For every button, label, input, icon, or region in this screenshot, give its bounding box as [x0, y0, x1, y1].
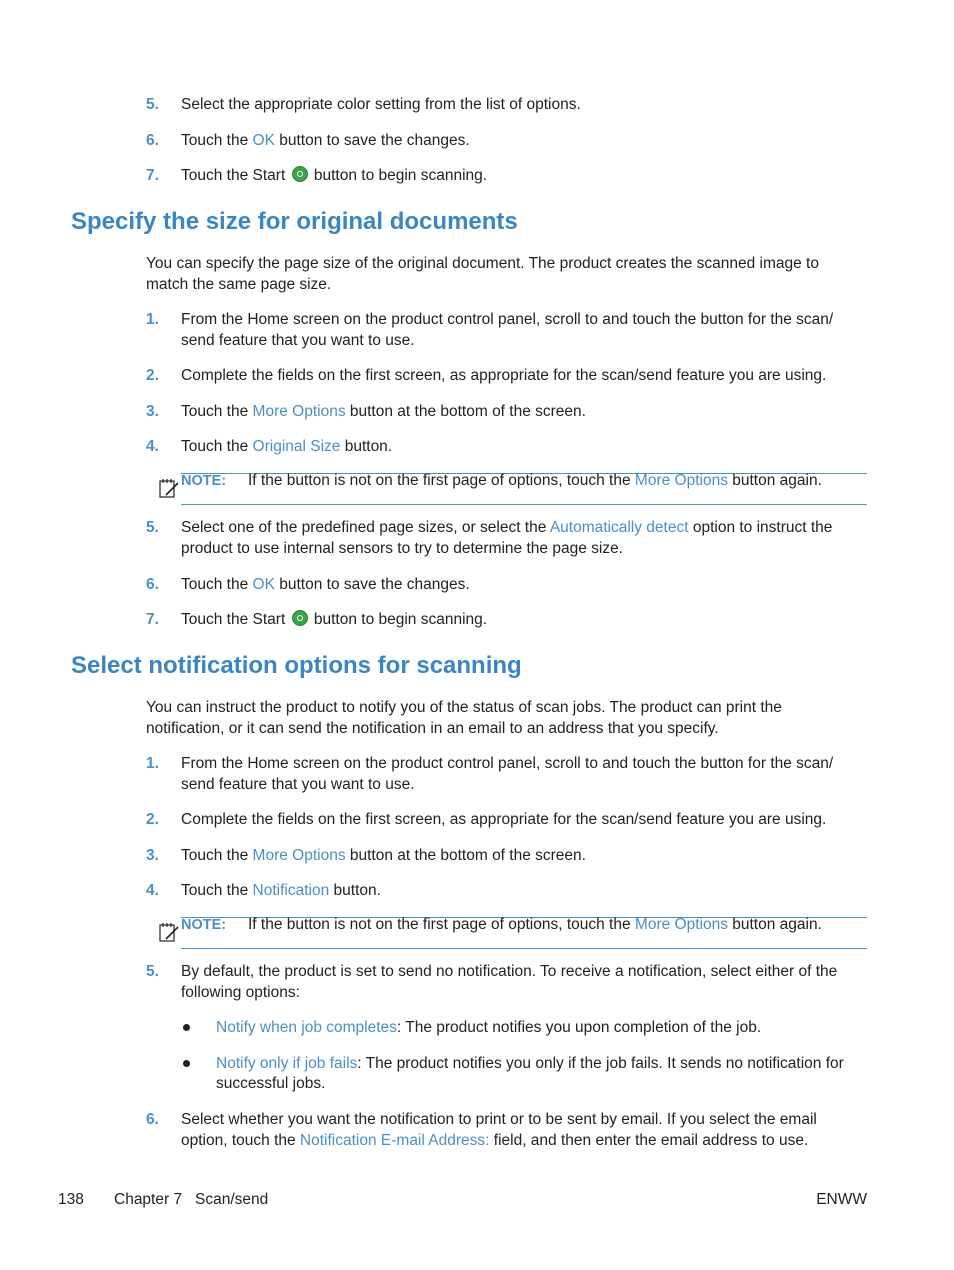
- step-number: 3.: [146, 847, 159, 864]
- bullet-dot: [183, 1024, 190, 1031]
- step-text: following options:: [181, 984, 300, 1001]
- step-number: 7.: [146, 611, 159, 628]
- note-rule: [181, 948, 867, 949]
- start-icon: [292, 166, 308, 182]
- step-number: 7.: [146, 167, 159, 184]
- step-number: 6.: [146, 1111, 159, 1128]
- more-options-ref: More Options: [634, 472, 728, 489]
- step-number: 1.: [146, 311, 159, 328]
- step-text: Touch the More Options button at the bottom of the screen.: [181, 403, 586, 420]
- more-options-ref: More Options: [252, 847, 346, 864]
- step-text: From the Home screen on the product control panel, scroll to and touch the button for the scan/: [181, 755, 834, 772]
- step-text: Complete the fields on the first screen, as appropriate for the scan/send feature you are using.: [181, 367, 827, 384]
- more-options-ref: More Options: [634, 916, 728, 933]
- ok-button-ref: OK: [252, 132, 275, 149]
- step-text: Select one of the predefined page sizes, or select the Automatically detect option to instruct the: [181, 519, 833, 536]
- step-number: 4.: [146, 438, 159, 455]
- note-box: [146, 917, 867, 949]
- step-number: 5.: [146, 519, 159, 536]
- notify-when-job-completes-ref: Notify when job completes: [216, 1019, 397, 1036]
- notification-ref: Notification: [252, 882, 330, 899]
- step-text: option, touch the Notification E-mail Address: field, and then enter the email address to use.: [181, 1132, 809, 1149]
- paragraph-line: You can instruct the product to notify you of the status of scan jobs. The product can print the: [146, 699, 782, 716]
- step-number: 5.: [146, 963, 159, 980]
- step-number: 2.: [146, 811, 159, 828]
- step-number: 5.: [146, 96, 159, 113]
- paragraph-line: notification, or it can send the notification in an email to an address that you specify.: [146, 720, 719, 737]
- note-icon: [158, 921, 180, 943]
- bullet-text: successful jobs.: [216, 1075, 326, 1092]
- step-number: 3.: [146, 403, 159, 420]
- step-number: 1.: [146, 755, 159, 772]
- note-label: NOTE:: [181, 473, 227, 489]
- step-text: By default, the product is set to send no notification. To receive a notification, select either of the: [181, 963, 838, 980]
- note-icon: [158, 477, 180, 499]
- bullet-text: Notify when job completes: The product notifies you upon completion of the job.: [216, 1019, 762, 1036]
- bullet-dot: [183, 1060, 190, 1067]
- step-text: Touch the More Options button at the bottom of the screen.: [181, 847, 586, 864]
- page-number: 138: [58, 1191, 84, 1208]
- footer-right-label: ENWW: [816, 1191, 867, 1208]
- paragraph-line: You can specify the page size of the original document. The product creates the scanned image to: [146, 255, 819, 272]
- step-text: Select the appropriate color setting from the list of options.: [181, 96, 581, 113]
- step-text: send feature that you want to use.: [181, 332, 415, 349]
- step-text: Touch the OK button to save the changes.: [181, 576, 470, 593]
- step-text: Touch the OK button to save the changes.: [181, 132, 470, 149]
- original-size-ref: Original Size: [252, 438, 341, 455]
- bullet-text: Notify only if job fails: The product notifies you only if the job fails. It sends no notification for: [216, 1055, 844, 1072]
- step-text: product to use internal sensors to try to determine the page size.: [181, 540, 623, 557]
- start-icon: [292, 610, 308, 626]
- step-text: Touch the Notification button.: [181, 882, 381, 899]
- step-number: 6.: [146, 576, 159, 593]
- automatically-detect-ref: Automatically detect: [549, 519, 689, 536]
- note-text: If the button is not on the first page of options, touch the More Options button again.: [248, 472, 822, 489]
- step-text: Complete the fields on the first screen, as appropriate for the scan/send feature you are using.: [181, 811, 827, 828]
- note-text: If the button is not on the first page of options, touch the More Options button again.: [248, 916, 822, 933]
- step-text: Select whether you want the notification to print or to be sent by email. If you select the email: [181, 1111, 817, 1128]
- ok-button-ref: OK: [252, 576, 275, 593]
- step-number: 6.: [146, 132, 159, 149]
- chapter-label: Chapter 7 Scan/send: [114, 1191, 269, 1208]
- section-heading: Select notification options for scanning: [71, 652, 522, 679]
- step-number: 4.: [146, 882, 159, 899]
- note-label: NOTE:: [181, 917, 227, 933]
- step-text: From the Home screen on the product control panel, scroll to and touch the button for the scan/: [181, 311, 834, 328]
- section-heading: Specify the size for original documents: [71, 208, 518, 235]
- step-text: send feature that you want to use.: [181, 776, 415, 793]
- paragraph-line: match the same page size.: [146, 276, 332, 293]
- more-options-ref: More Options: [252, 403, 346, 420]
- step-text: Touch the Start button to begin scanning.: [181, 611, 488, 628]
- step-text: Touch the Start button to begin scanning.: [181, 167, 488, 184]
- note-rule: [181, 504, 867, 505]
- note-box: [146, 473, 867, 505]
- notify-only-if-job-fails-ref: Notify only if job fails: [216, 1055, 358, 1072]
- step-number: 2.: [146, 367, 159, 384]
- step-text: Touch the Original Size button.: [181, 438, 393, 455]
- notification-email-address-ref: Notification E-mail Address:: [299, 1132, 490, 1149]
